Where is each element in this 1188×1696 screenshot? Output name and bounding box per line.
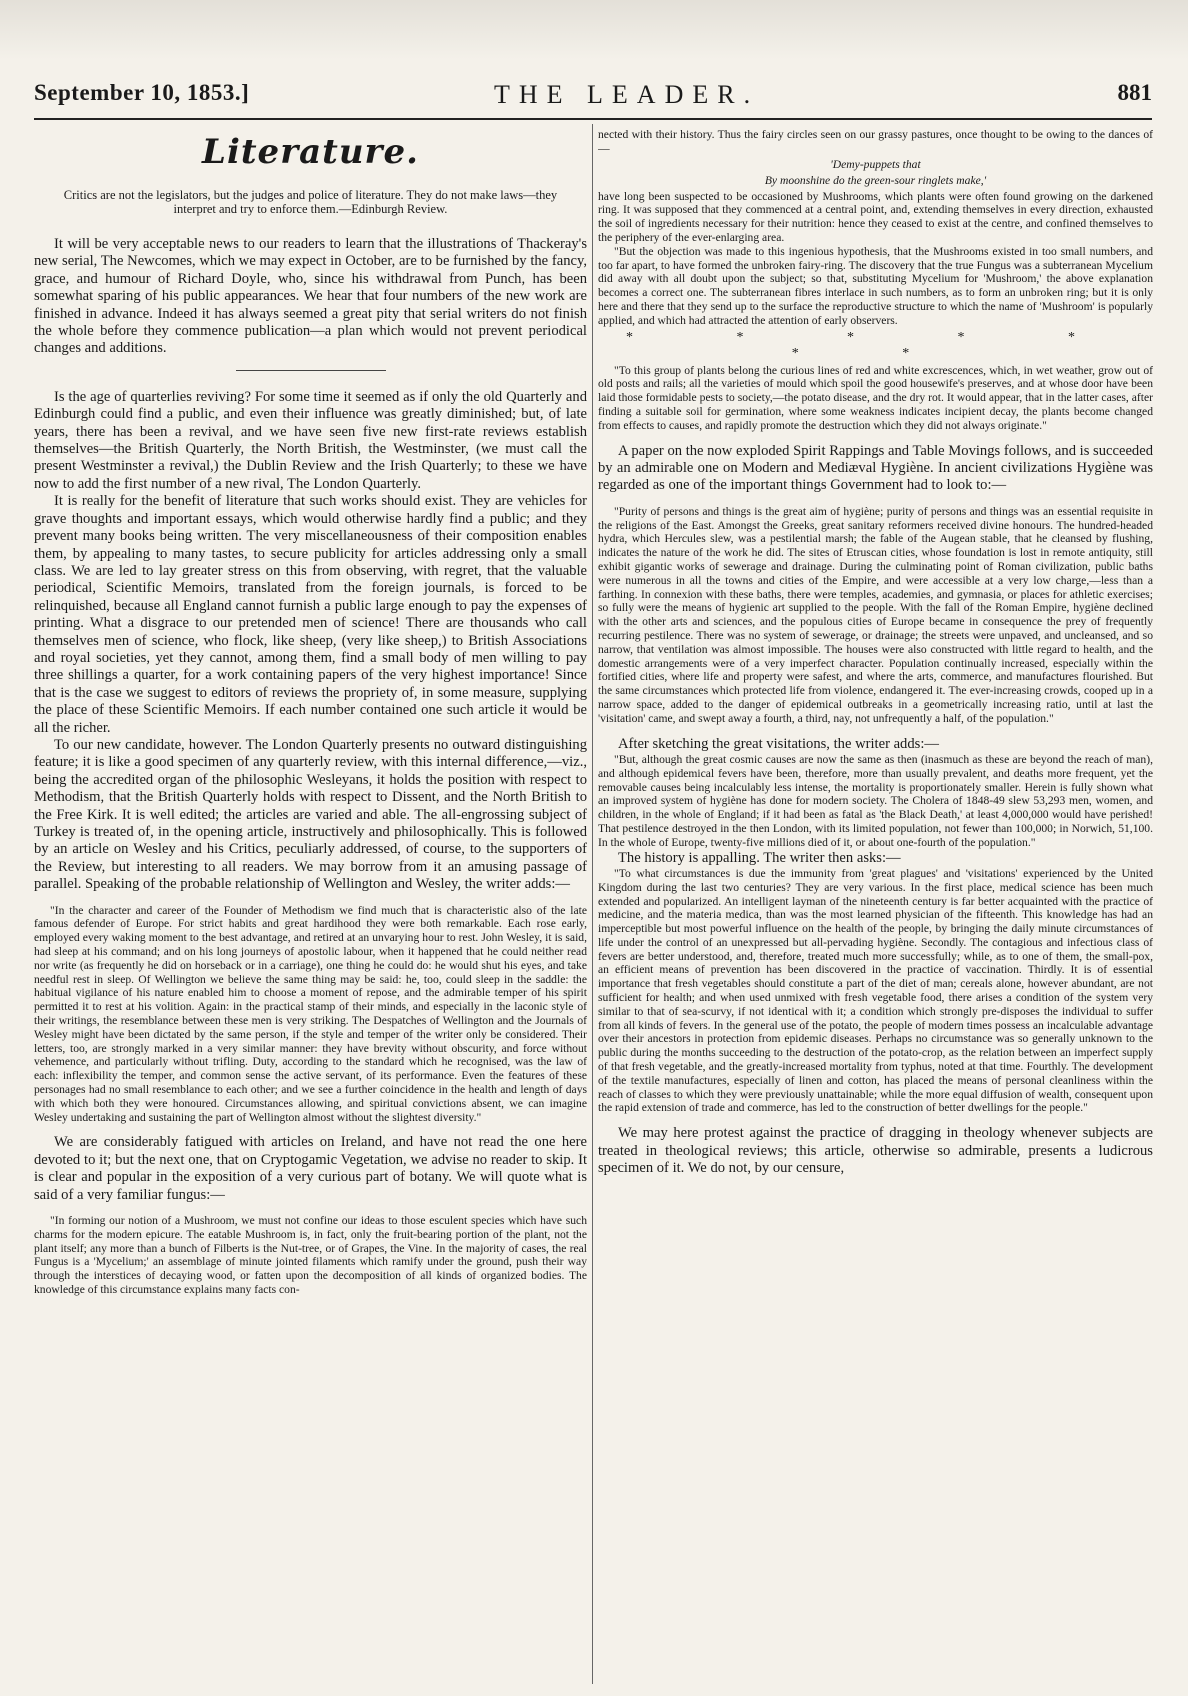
paragraph: To our new candidate, however. The London Quarterly presents no outward distinguishing feature; it is like a good specimen of any quarterly review, with this internal difference,—viz., being the accredited organ of the philosophic Wesleyans, it holds the position with respect to Methodism, that the British Quarterly holds with respect to Dissent, and the North British to the Free Kirk. It is well edited; the articles are varied and able. The all-engrossing subject of Turkey is treated of, in the opening article, instructively and philosophically. This is followed by an article on Wesley and his Critics, peculiarly addressed, of course, to the supporters of the Review, but interesting to all readers. We may borrow from it an amusing passage of parallel. Speaking of the probable relationship of Wellington and Wesley, the writer adds:—	[34, 736, 587, 893]
block-quote: "In the character and career of the Founder of Methodism we find much that is characteristic also of the late famous defender of Europe. For strict habits and great hardihood they were both remarkable. Each rose early, employed every waking moment to the best advantage, and retired at an unvarying hour to rest. John Wesley, it is said, had sleep at his command; and on his long journeys of apostolic labour, when it happened that he could neither read nor write (as frequently he did on horseback or in a carriage), one thing he could do: he would shut his eyes, and take needful rest in sleep. Of Wellington we believe the same thing may be said: he, too, could sleep in the saddle: the habitual vigilance of his nature enabled him to choose a moment of repose, and the admirable temper of his spirit permitted it to rest at his volition. Again: in the practical stamp of their minds, and especially in the laconic style of their writings, the resemblance between these men is very striking. The Despatches of Wellington and the Journals of Wesley might have been dictated by the same person, if the style and temper of the writer only be considered. Their letters, too, are strongly marked in a very similar manner: they have brevity without obscurity, and force without vehemence, and particularly without trifling. Duty, according to the standard which he recognised, was the law of each: inflexibility the temper, and common sense the active servant, of its performance. Even the features of these personages had no small resemblance to each other; and we see a further coincidence in the health and length of days with which both they were honoured. Circumstances allowing, and spiritual convictions absent, we can imagine Wesley undertaking and sustaining the part of Wellington almost without the slightest diversity."	[34, 903, 587, 1124]
block-quote: have long been suspected to be occasioned by Mushrooms, which plants were often found growing on the darkened ring. It was supposed that they commenced at a central point, and, extending themselves in every direction, exhausted the soil of ingredients necessary for their nutrition: hence they ceased to exist at the centre, and confined themselves to the periphery of the ever-enlarging area.	[598, 189, 1153, 244]
block-quote: "Purity of persons and things is the great aim of hygiène; purity of persons and things was an essential requisite in the religions of the East. Amongst the Greeks, great sanitary reformers received divine honours. The hundred-headed hydra, which Hercules slew, was a pestilential marsh; the fable of the Augean stable, that he cleansed by flushing, indicates the nature of the work he did. The sites of Etruscan cities, whose foundation is lost in remote antiquity, still exhibit gigantic works of sewerage and drainage. During the culminating point of Roman civilization, public baths were numerous in all the towns and cities of the Empire, and were accessible at a very low charge,—less than a farthing. In connexion with these baths, there were temples, academies, and gymnasia, or places for athletic exercises; so fully were the means of hygienic art supplied to the people. With the fall of the Roman Empire, hygiène declined with the other arts and sciences, and the populous cities of Europe became in consequence the prey of frequently recurring pestilence. There was no system of sewerage, or drainage; the streets were unpaved, and uncleansed, and so narrow, that ventilation was almost impossible. The houses were also constructed with little regard to health, and the domestic arrangements were of a very imperfect character. Population continually increased, especially within the fortified cities, where life and property were safest, and where the arts, commerce, and manufactures flourished. But the same circumstances which protected life from violence, endangered it. The ever-increasing crowds, cooped up in a narrow space, added to the danger of epidemical outbreaks in a geometrically increasing ratio, until at last the 'visitation' came, and swept away a fourth, a third, nay, not unfrequently a half, of the population."	[598, 504, 1153, 725]
verse-line: By moonshine do the green-sour ringlets make,'	[764, 173, 987, 187]
paragraph: It will be very acceptable news to our readers to learn that the illustrations of Thackeray's new serial, The Newcomes, which we may expect in October, are to be furnished by the fancy, grace, and humour of Richard Doyle, who, since his withdrawal from Punch, has been somewhat sparing of his public appearances. We hear that four numbers of the new work are finished in advance. Indeed it has always seemed a great pity that serial writers do not finish the whole before they commence publication—a plan which would not prevent periodical changes and additions.	[34, 236, 587, 357]
column-divider	[592, 124, 593, 1684]
masthead-rule	[34, 118, 1152, 120]
spacer	[598, 726, 1153, 736]
right-column	[598, 128, 1153, 1680]
section-title: Literature.	[202, 132, 419, 172]
paragraph: We may here protest against the practice of dragging in theology whenever subjects are treated in theological reviews; this article, otherwise so admirable, presents a ludicrous specimen of it. We do not, by our censure,	[598, 1125, 1153, 1177]
paragraph: The history is appalling. The writer then asks:—	[618, 849, 901, 866]
section-rule	[236, 370, 386, 371]
block-quote: "To this group of plants belong the curious lines of red and white excrescences, which, in wet weather, grow out of old posts and rails; all the varieties of mould which spoil the good housewife's preserves, and at whose door have been laid those formidable pests to society,—the potato disease, and the dry rot. It would appear, that in the latter cases, after finding a suitable soil for germination, where some weakness indicates incipient decay, the plants become changed from effects to causes, and rapidly promote the destruction which they did not always originate."	[598, 363, 1153, 432]
spacer	[34, 894, 587, 904]
spacer	[598, 433, 1153, 443]
block-quote: "But the objection was made to this ingenious hypothesis, that the Mushrooms existed in too small numbers, and too far apart, to have formed the unbroken fairy-ring. The discovery that the true Fungus was a subterranean Mycelium did away with all doubt upon the subject; so that, substituting Mycelium for 'Mushroom,' the above explanation becomes a correct one. The subterranean fibres interlace in such numbers, as to form an unbroken ring; but it is only here and there that they send up to the surface the reproductive structure to which the name of 'Mushroom' is popularly applied, and which had attracted the attention of early observers.	[598, 244, 1153, 327]
spacer	[598, 1115, 1153, 1125]
verse-line: 'Demy-puppets that	[830, 157, 921, 171]
scan-edge	[0, 0, 1188, 60]
block-quote: "In forming our notion of a Mushroom, we must not confine our ideas to those esculent species which have such charms for the modern epicure. The eatable Mushroom is, in fact, only the fruit-bearing portion of the plant, not the plant itself; any more than a bunch of Filberts is the Nut-tree, or of Grapes, the Vine. In the majority of cases, the real Fungus is a 'Mycelium;' an assemblage of minute jointed filaments which ramify under the ground, push their way through the interstices of decaying wood, or fatten upon the decomposition of all kinds of organized bodies. The knowledge of this circumstance explains many facts con-	[34, 1214, 587, 1296]
left-column	[34, 128, 587, 1680]
block-quote: nected with their history. Thus the fairy circles seen on our grassy pastures, once thought to be owing to the dances of—	[598, 128, 1153, 155]
section-motto: Critics are not the legislators, but the judges and police of literature. They do not make laws—they interpret and try to enforce them.—Edinburgh Review.	[63, 188, 558, 216]
paragraph: Is the age of quarterlies reviving? For some time it seemed as if only the old Quarterly and Edinburgh could find a public, and even their influence was greatly diminished; but, of late years, there has been a revival, and we have seen five new first-rate reviews establish themselves—the British Quarterly, the North British, the Westminster, (we must call the present Westminster a revival,) the Dublin Review and the Irish Quarterly; to these we have now to add the first number of a new rival, The London Quarterly.	[34, 388, 587, 492]
spacer	[598, 495, 1153, 505]
paragraph: We are considerably fatigued with articles on Ireland, and have not read the one here devoted to it; but the next one, that on Cryptogamic Vegetation, we advise no reader to skip. It is clear and popular in the exposition of a very curious part of botany. We will quote what is said of a very familiar fungus:—	[34, 1134, 587, 1203]
block-quote: "But, although the great cosmic causes are now the same as then (inasmuch as these are beyond the reach of man), and although epidemical fevers have been, therefore, more than usually prevalent, and deaths more frequent, yet the removable causes being incalculably less intense, the mortality is proportionately smaller. Herein is fully shown what an improved system of hygiène has done for modern society. The Cholera of 1848-49 slew 53,293 men, women, and children, in the whole of England; if it had been as fatal as 'the Black Death,' at least 4,000,000 would have perished! That pestilence destroyed in the then London, with its limited population, not fewer than 100,000; in Norwich, 51,100. In the whole of Europe, twenty-five millions died of it, or about one-fourth of the population."	[598, 752, 1153, 849]
page-number: 881	[1117, 80, 1152, 105]
masthead	[34, 80, 1152, 114]
paragraph: It is really for the benefit of literature that such works should exist. They are vehicles for grave thoughts and important essays, which would otherwise hardly find a public; and they prevent many books being written. The very miscellaneousness of their composition enables them, by appealing to many tastes, to secure publicity for articles addressing only a small class. We are led to lay greater stress on this from observing, with regret, that the valuable periodical, Scientific Memoirs, translated from the foreign journals, is forced to be relinquished, because all England cannot furnish a public large enough to pay the expenses of printing. What a disgrace to our pretended men of science! There are thousands who call themselves men of science, who flock, like sheep, (very like sheep,) to British Associations and royal societies, yet they cannot, among them, find a small body of men willing to pay three shillings a quarter, for a work containing papers of the very highest importance! Since that is the case we suggest to editors of reviews the propriety of, in some measure, supplying the place of these Scientific Memoirs. If each number contained one such article it would be all the richer.	[34, 493, 587, 736]
paragraph: A paper on the now exploded Spirit Rappings and Table Movings follows, and is succeeded by an admirable one on Modern and Mediæval Hygiène. In ancient civilizations Hygiène was regarded as one of the important things Government had to look to:—	[598, 442, 1153, 494]
spacer	[34, 1124, 587, 1134]
paragraph: After sketching the great visitations, the writer adds:—	[618, 735, 939, 752]
spacer	[34, 1204, 587, 1214]
issue-date: September 10, 1853.]	[34, 80, 250, 105]
block-quote: "To what circumstances is due the immunity from 'great plagues' and 'visitations' experienced by the United Kingdom during the last two centuries? They are very various. In the first place, medical science has been much extended and popularized. An intelligent layman of the nineteenth century is far better acquainted with the practice of medicine, and the materia medica, than was the most learned physician of the fifteenth. This knowledge has had an imperceptible but most powerful influence on the health of the people, by bringing the daily minute circumstances of life under the control of an unexpressed but all-pervading hygiène. Secondly. The contagious and infectious class of fevers are better understood, and, therefore, treated much more successfully; while, as to one of them, the small-pox, an efficient means of prevention has been discovered in the practice of vaccination. Thirdly. It is of essential importance that fresh vegetables should constitute a part of the diet of man; cereals alone, however abundant, are not sufficient for health; and when used unmixed with fresh vegetable food, there arises a condition of the system very similar to that of sea-scurvy, if not identical with it; a condition which strongly pre-disposes the individual to suffer from all kinds of fevers. In the general use of the potato, the people of modern times possess an incalculable advantage over their ancestors in protection from epidemic diseases. Perhaps no circumstance was so generally unknown to the public during the months succeeding to the destruction of the potato-crop, as the relation between an imperfect supply of that fresh vegetable, and the greatly-increased mortality from typhus, noted at that time. Fourthly. The development of the textile manufactures, especially of linen and cotton, has placed the means of personal cleanliness within the reach of classes to which they were previously unattainable; while the more equal diffusion of wealth, consequent upon the rapid extension of trade and commerce, has led to the construction of better dwellings for the people."	[598, 866, 1153, 1115]
newspaper-title: THE LEADER.	[494, 80, 760, 109]
stars-separator: * * * * * * *	[626, 329, 1125, 361]
